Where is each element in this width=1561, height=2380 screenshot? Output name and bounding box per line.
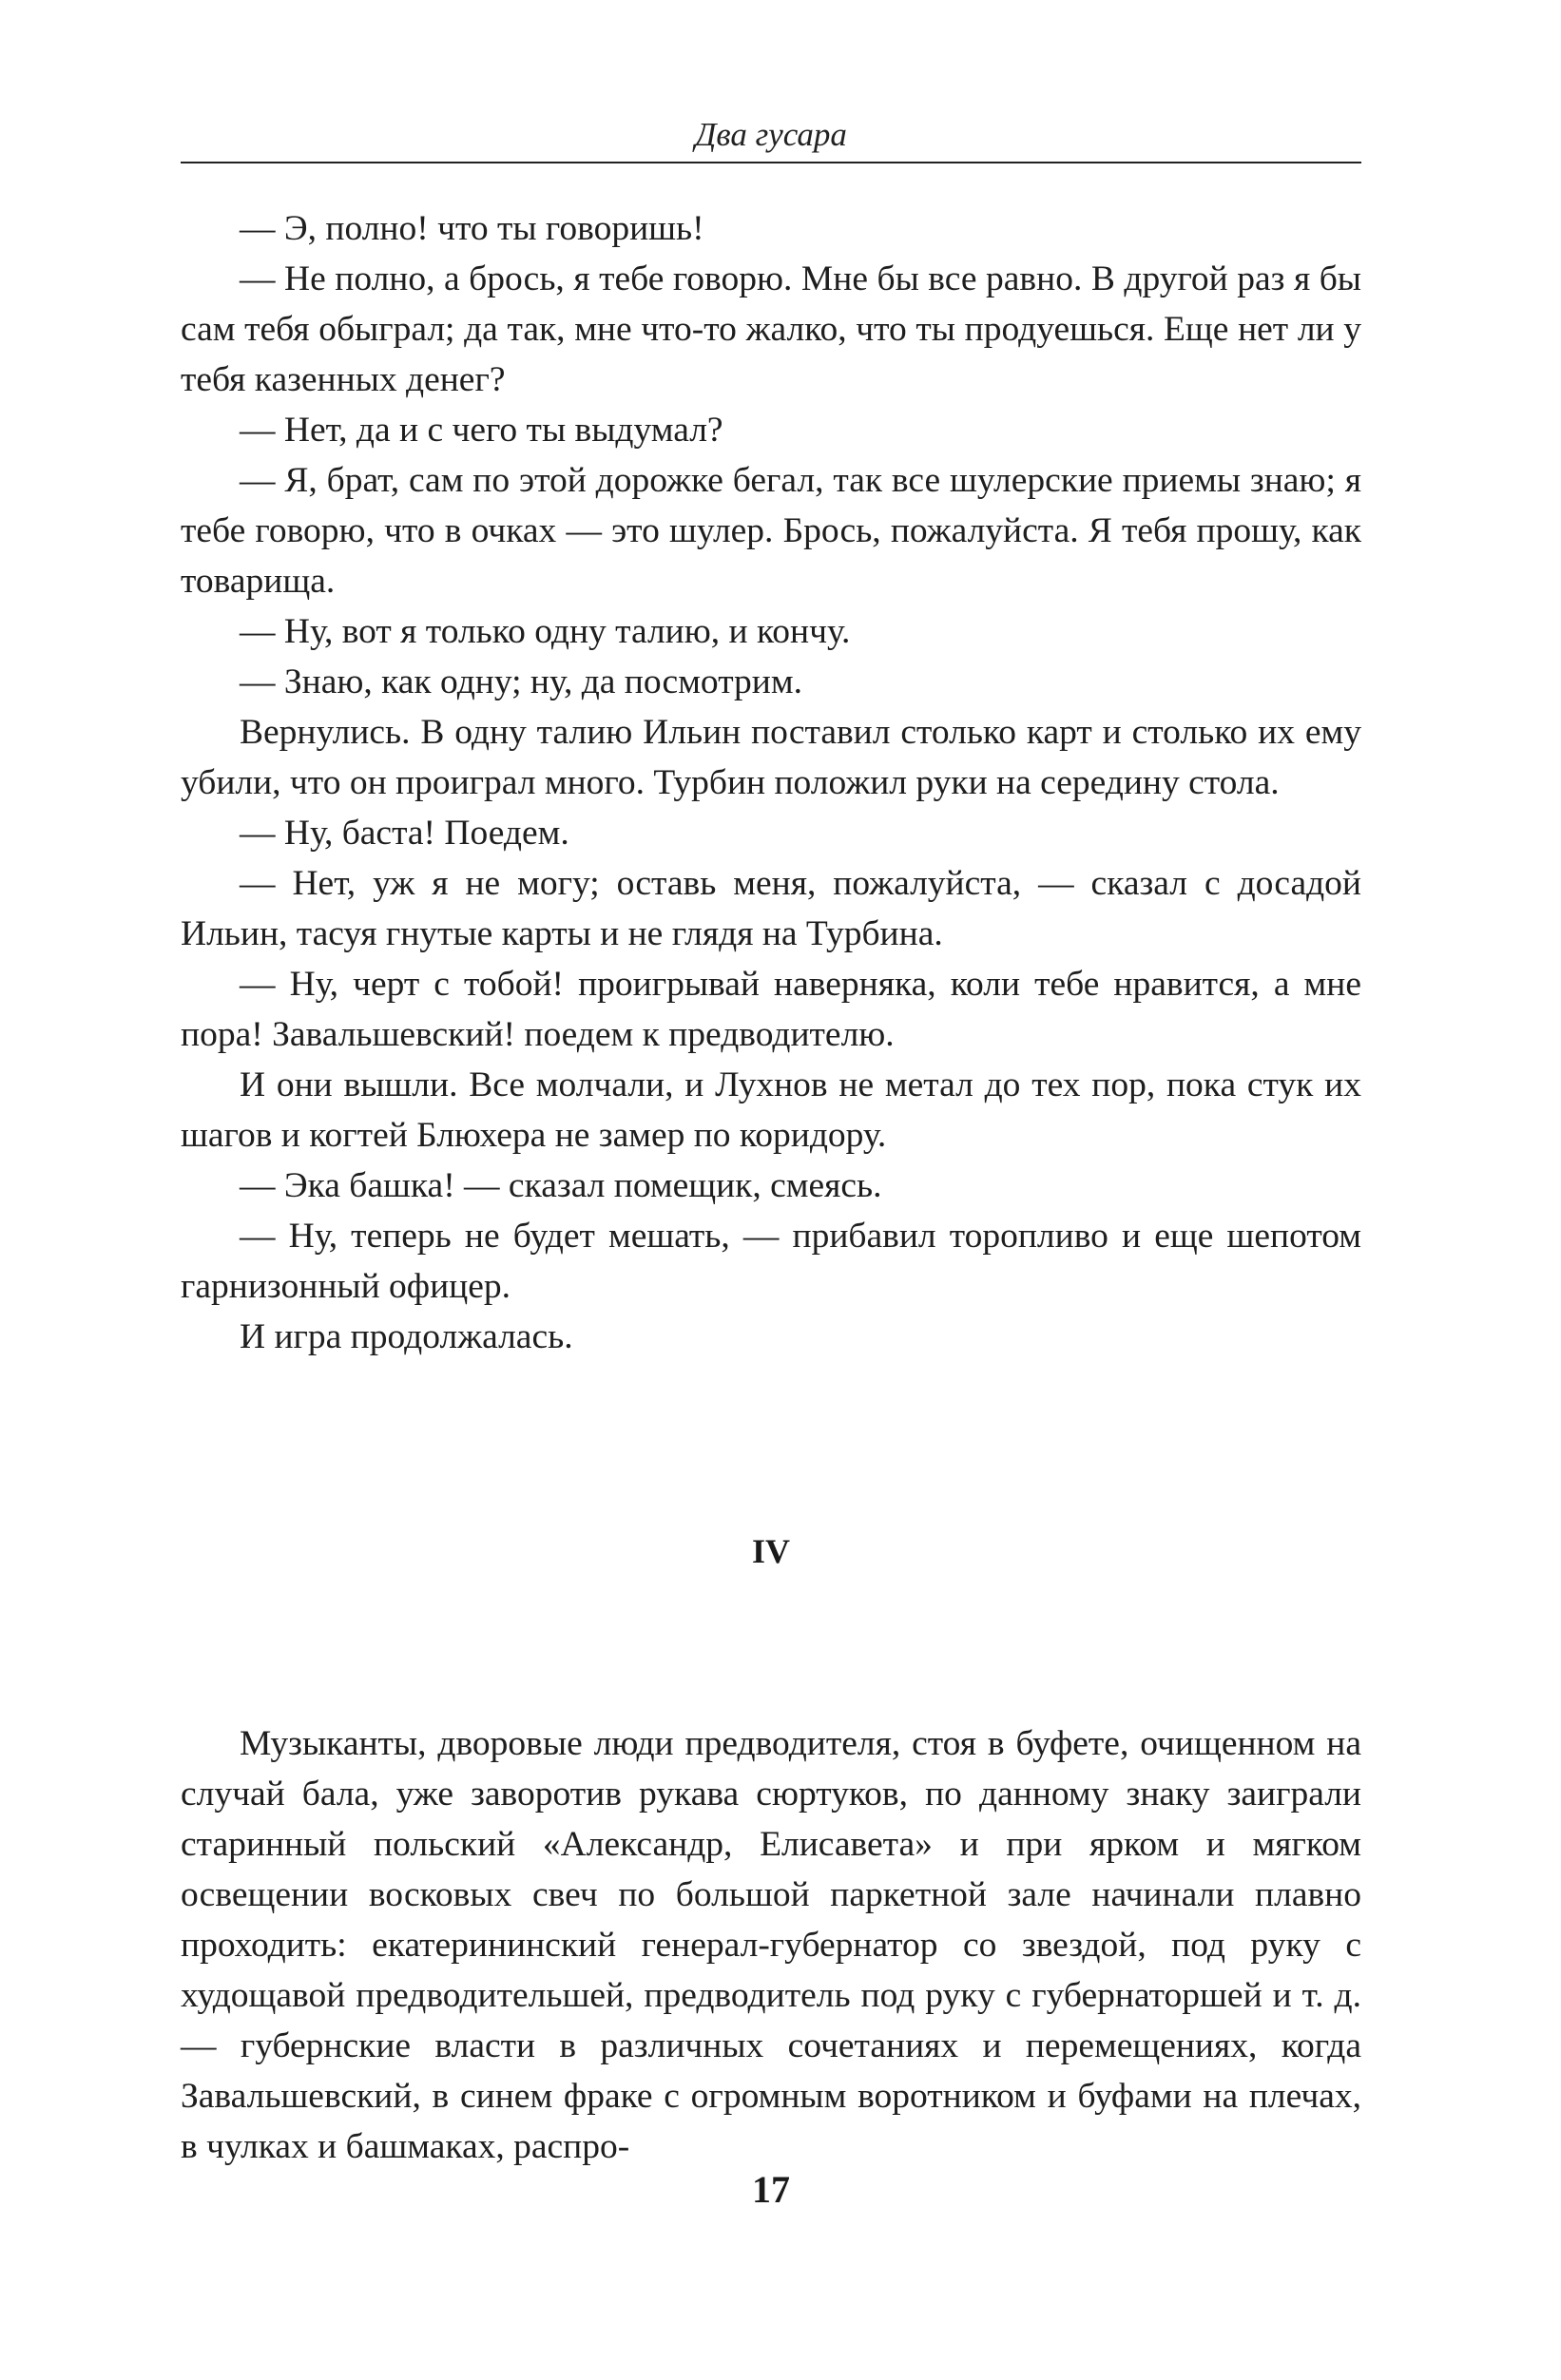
header-rule xyxy=(181,162,1361,163)
chapter-heading: IV xyxy=(751,1532,790,1570)
paragraph: — Ну, теперь не будет мешать, — прибавил торопливо и еще шепотом гарнизонный офицер. xyxy=(181,1217,1361,1306)
paragraph: — Нет, да и с чего ты выдумал? xyxy=(240,411,723,450)
paragraph: — Знаю, как одну; ну, да посмотрим. xyxy=(240,662,802,701)
paragraph: — Ну, черт с тобой! проигрывай наверняка, коли тебе нравится, а мне пора! Завальшевский! поедем к предводителю. xyxy=(181,965,1361,1054)
paragraph: И игра продолжалась. xyxy=(240,1317,573,1356)
paragraph: — Я, брат, сам по этой дорожке бегал, так все шулерские приемы знаю; я тебе говорю, что в очках — это шулер. Брось, пожалуйста. Я тебя прошу, как товарища. xyxy=(181,461,1361,601)
paragraph: Музыканты, дворовые люди предводителя, стоя в буфете, очищенном на случай бала, уже заворотив рукава сюртуков, по данному знаку заиграли старинный польский «Александр, Елисавета» и при ярком и мягком освещении восковых свеч по большой паркетной зале начинали плавно проходить: екатерининский генерал-губернатор со звездой, под руку с худощавой предводительшей, предводитель под руку с губернаторшей и т. д. — губернские власти в различных сочетаниях и перемещениях, когда Завальшевский, в синем фраке с огромным воротником и буфами на плечах, в чулках и башмаках, распро- xyxy=(181,1724,1361,2166)
paragraph: И они вышли. Все молчали, и Лухнов не метал до тех пор, пока стук их шагов и когтей Блюхера не замер по коридору. xyxy=(181,1065,1361,1155)
paragraph: — Не полно, а брось, я тебе говорю. Мне бы все равно. В другой раз я бы сам тебя обыграл; да так, мне что-то жалко, что ты продуешься. Еще нет ли у тебя казенных денег? xyxy=(181,259,1361,399)
page-number: 17 xyxy=(752,2168,790,2211)
chapter-text-block xyxy=(181,1718,1361,2172)
running-head: Два гусара xyxy=(695,116,847,153)
paragraph: — Эка башка! — сказал помещик, смеясь. xyxy=(240,1166,882,1205)
paragraph: — Э, полно! что ты говоришь! xyxy=(240,209,704,248)
paragraph: — Ну, баста! Поедем. xyxy=(240,814,569,853)
paragraph: Вернулись. В одну талию Ильин поставил столько карт и столько их ему убили, что он проиграл много. Турбин положил руки на середину стола. xyxy=(181,713,1361,802)
text-block xyxy=(181,203,1361,1362)
paragraph: — Нет, уж я не могу; оставь меня, пожалуйста, — сказал с досадой Ильин, тасуя гнутые карты и не глядя на Турбина. xyxy=(181,864,1361,953)
paragraph: — Ну, вот я только одну талию, и кончу. xyxy=(240,612,851,651)
